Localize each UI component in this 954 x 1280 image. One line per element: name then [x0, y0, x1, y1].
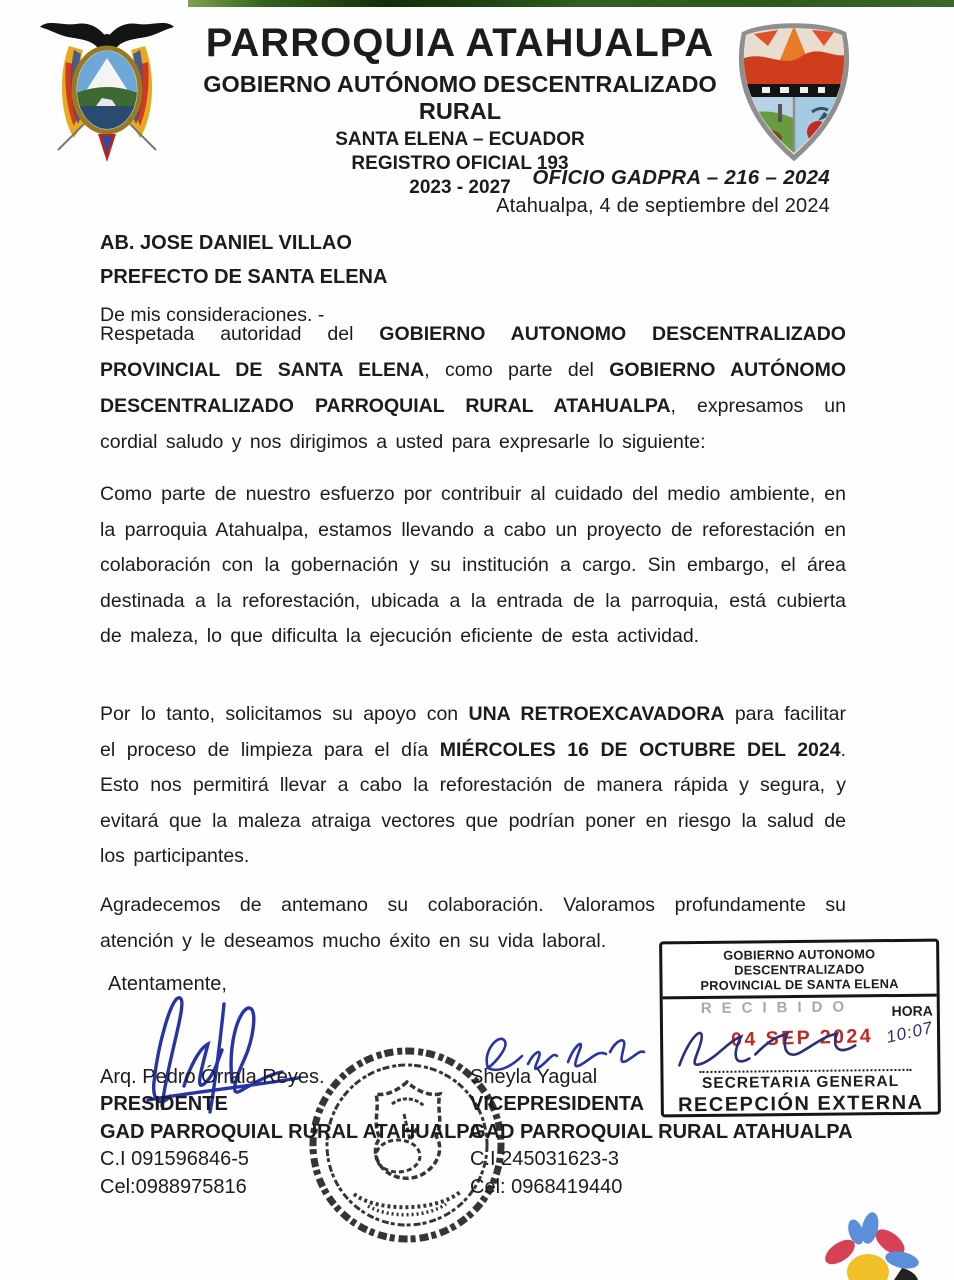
org-title: PARROQUIA ATAHUALPA [205, 21, 715, 65]
salutation: De mis consideraciones. - [100, 304, 325, 326]
recipient-name: AB. JOSE DANIEL VILLAO [100, 232, 352, 254]
condor-head [101, 34, 113, 46]
ecuador-coat-of-arms-logo [36, 14, 178, 168]
secretaria-general-label: SECRETARIA GENERAL [701, 1072, 900, 1093]
paragraph-1 [100, 316, 846, 460]
recipient-title: PREFECTO DE SANTA ELENA [100, 266, 388, 288]
body-bold-segment: MIÉRCOLES 16 DE OCTUBRE DEL 2024 [439, 738, 841, 761]
reception-org-line2: PROVINCIAL DE SANTA ELENA [700, 975, 899, 994]
org-subtitle: GOBIERNO AUTÓNOMO DESCENTRALIZADO RURAL [203, 71, 717, 124]
shield-scene [740, 26, 848, 157]
body-text-segment: Por lo tanto, solicitamos su apoyo con [100, 703, 469, 725]
hora-handwritten-value: 10:07 [884, 1017, 936, 1047]
oficio-number: OFICIO GADPRA – 216 – 2024 [532, 166, 830, 189]
org-location: SANTA ELENA – ECUADOR [335, 129, 585, 150]
president-id: C.I 091596846-5 [100, 1148, 250, 1171]
recipient-block [100, 226, 387, 327]
receiver-signature [671, 1019, 872, 1071]
parish-shield-logo [734, 20, 854, 164]
president-phone: Cel:0988975816 [100, 1175, 247, 1198]
body-bold-segment: GOBIERNO AUTONOMO DESCENTRALIZADO PROVINCIAL DE SANTA ELENA [100, 323, 846, 381]
vicepresident-phone: Cel: 0968419440 [470, 1175, 623, 1198]
president-role: PRESIDENTE [100, 1093, 228, 1116]
reception-stamp-body [663, 997, 938, 1122]
reception-stamp [659, 939, 941, 1118]
place-date-line: Atahualpa, 4 de septiembre del 2024 [496, 195, 830, 217]
vicepresident-org: GAD PARROQUIAL RURAL ATAHUALPA [470, 1120, 853, 1143]
president-name: Arq. Pedro Órrala Reyes. [100, 1066, 325, 1088]
vicepresident-id: C.I 245031623-3 [470, 1148, 620, 1171]
paragraph-2: Como parte de nuestro esfuerzo por contribuir al cuidado del medio ambiente, en la parroquia Atahualpa, estamos llevando a cabo un proyecto de reforestación en colaboración con la gobernación y su institución a cargo. Sin embargo, el área destinada a la reforestación, ubicada a la entrada de la parroquia, está cubierta de maleza, lo que dificulta la ejecución eficiente de esta actividad. [100, 483, 846, 647]
body-bold-segment: GOBIERNO AUTÓNOMO DESCENTRALIZADO PARROQUIAL RURAL ATAHUALPA [100, 359, 846, 417]
org-registry: REGISTRO OFICIAL 193 [351, 153, 569, 174]
body-text-segment: para facilitar el proceso de limpieza para el día [100, 703, 846, 761]
vicepresident-role: VICEPRESIDENTA [470, 1093, 645, 1116]
scan-edge-strip [188, 0, 954, 7]
org-term: 2023 - 2027 [409, 177, 511, 198]
president-block [100, 1064, 483, 1201]
president-org: GAD PARROQUIAL RURAL ATAHUALPA [100, 1120, 483, 1143]
body-text-segment: Respetada autoridad del [100, 323, 380, 345]
hora-label: HORA [891, 1002, 933, 1020]
body-text-segment: , como parte del [424, 359, 610, 381]
reception-stamp-header [662, 942, 937, 1000]
reception-org-line1: GOBIERNO AUTONOMO DESCENTRALIZADO [723, 946, 876, 978]
paragraph-4: Agradecemos de antemano su colaboración. Valoramos profundamente su atención y le deseamos mucho éxito en su vida laboral. [100, 894, 846, 952]
flower-logo [810, 1212, 924, 1280]
vicepresident-name: Sheyla Yagual [470, 1066, 598, 1088]
received-label: RECIBIDO [700, 998, 855, 1018]
closing-line: Atentamente, [108, 973, 227, 995]
paragraph-3 [100, 697, 846, 875]
recepcion-externa-label: RECEPCIÓN EXTERNA [677, 1091, 924, 1117]
body-bold-segment: UNA RETROEXCAVADORA [468, 703, 725, 725]
body-text-segment: , expresamos un cordial saludo y nos dirigimos a usted para expresarle lo siguiente: [100, 395, 846, 453]
received-date-stamp: 04 SEP 2024 [730, 1024, 874, 1051]
reference-block [440, 166, 830, 218]
body-text-segment: . Esto nos permitirá llevar a cabo la reforestación de manera rápida y segura, y evitará que la maleza atraiga vectores que podrían poner en riesgo la salud de los participantes. [100, 738, 846, 867]
